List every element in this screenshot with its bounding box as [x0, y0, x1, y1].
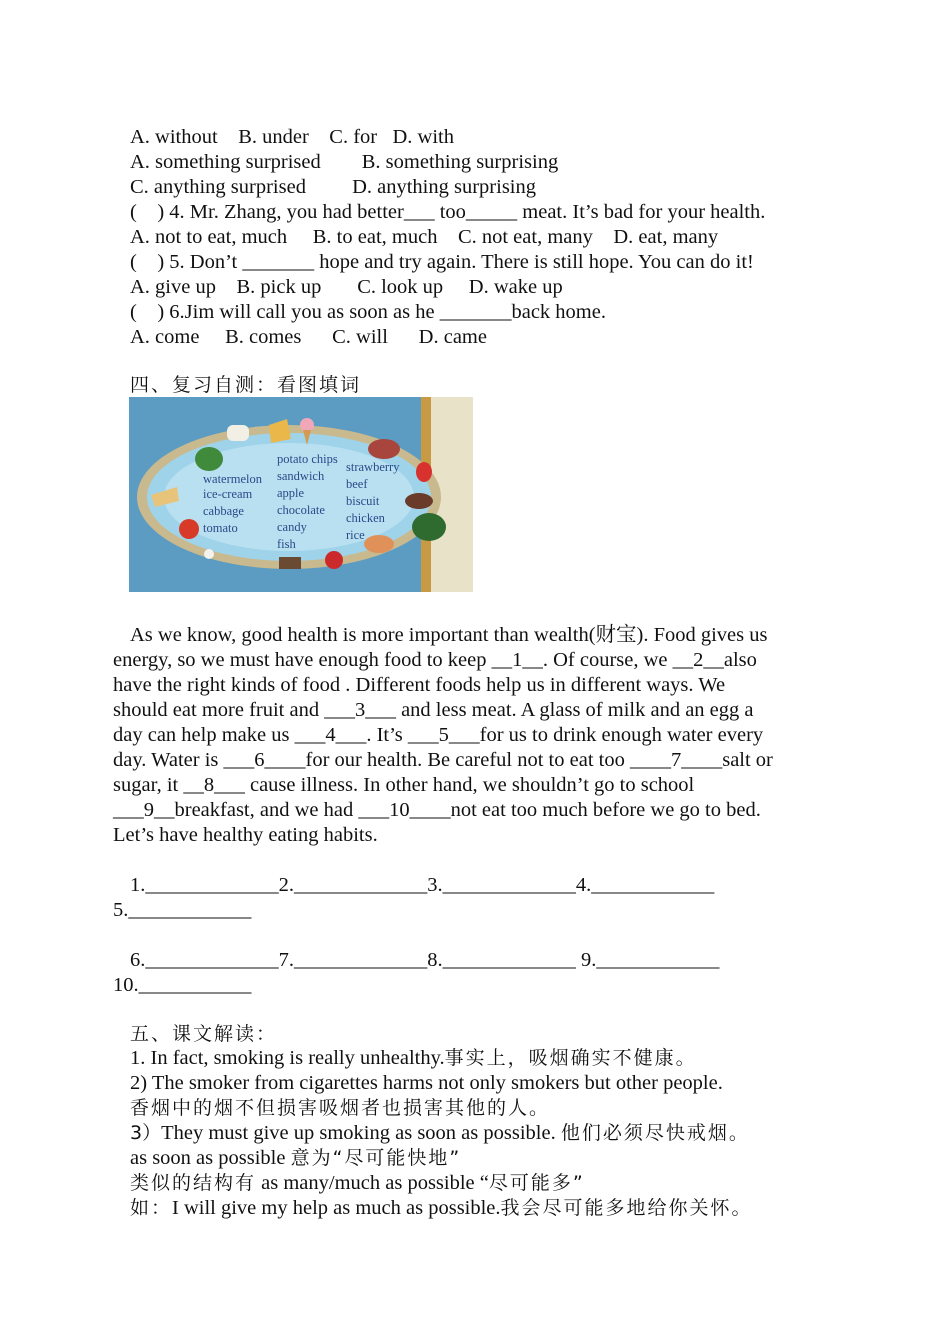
explanation-6-cn-b: 我会尽可能多地给你关怀。 — [500, 1197, 753, 1219]
food-word-beef: beef — [346, 477, 368, 491]
explanation-5-cn-b: 尽可能多” — [488, 1172, 585, 1194]
food-word-tomato: tomato — [203, 521, 238, 535]
food-word-candy: candy — [277, 520, 307, 534]
food-word-potato-chips: potato chips — [277, 452, 338, 466]
q3-options-b: C. anything surprised D. anything surprising — [130, 176, 536, 198]
passage-line: day. Water is ___6____for our health. Be careful not to eat too ____7____salt or — [113, 749, 773, 771]
watermelon-icon — [412, 513, 446, 541]
explanation-1-en: 1. In fact, smoking is really unhealthy. — [130, 1047, 445, 1069]
food-plate-image — [129, 397, 473, 592]
cabbage-icon — [195, 447, 223, 471]
food-word-sandwich: sandwich — [277, 469, 325, 483]
q5-options: A. give up B. pick up C. look up D. wake up — [130, 276, 563, 298]
passage-line: As we know, good health is more important than wealth(财宝). Food gives us — [130, 624, 768, 646]
apple-icon — [325, 551, 343, 569]
answer-blanks-row[interactable]: 1._____________2._____________3._____________4.____________ — [130, 874, 715, 896]
explanation-line-5 — [130, 1171, 585, 1196]
food-word-chocolate: chocolate — [277, 503, 325, 517]
explanation-line-3 — [130, 1121, 750, 1146]
question-4: ( ) 4. Mr. Zhang, you had better___ too_____ meat. It’s bad for your health. — [130, 201, 766, 223]
ice-cream-icon — [300, 418, 314, 432]
rice-bowl-icon — [227, 425, 249, 441]
answer-blanks-row[interactable]: 10.___________ — [113, 974, 252, 996]
food-word-rice: rice — [346, 528, 365, 542]
question-5: ( ) 5. Don’t _______ hope and try again. There is still hope. You can do it! — [130, 251, 754, 273]
passage-line: Let’s have healthy eating habits. — [113, 824, 378, 846]
food-word-biscuit: biscuit — [346, 494, 380, 508]
explanation-line-4 — [130, 1146, 461, 1171]
q3-options-a: A. something surprised B. something surprising — [130, 151, 559, 173]
strawberry-icon — [416, 462, 432, 482]
food-word-strawberry: strawberry — [346, 460, 400, 474]
explanation-6-en: I will give my help as much as possible. — [172, 1197, 501, 1219]
explanation-line-6 — [130, 1196, 753, 1221]
explanation-4-en: as soon as possible — [130, 1147, 291, 1169]
answer-blanks-row[interactable]: 5.____________ — [113, 899, 252, 921]
explanation-3-cn: 他们必须尽快戒烟。 — [560, 1122, 750, 1144]
food-word-watermelon: watermelon — [203, 472, 263, 486]
explanation-3-en: They must give up smoking as soon as possible. — [161, 1122, 561, 1144]
q4-options: A. not to eat, much B. to eat, much C. not eat, many D. eat, many — [130, 226, 719, 248]
explanation-5-cn-a: 类似的结构有 — [130, 1172, 257, 1194]
passage-line: sugar, it __8___ cause illness. In other hand, we shouldn’t go to school — [113, 774, 695, 796]
explanation-1-cn: 事实上，吸烟确实不健康。 — [444, 1047, 697, 1069]
section-4-heading: 四、复习自测：看图填词 — [130, 374, 362, 396]
explanation-4-cn: 意为“尽可能快地” — [290, 1147, 462, 1169]
fish-plate-icon — [364, 535, 394, 553]
food-word-chicken: chicken — [346, 511, 385, 525]
food-word-fish: fish — [277, 537, 296, 551]
explanation-line-2: 2) The smoker from cigarettes harms not only smokers but other people. — [130, 1072, 723, 1094]
explanation-5-en: as many/much as possible “ — [256, 1172, 489, 1194]
answer-blanks-row[interactable]: 6._____________7._____________8._____________ 9.____________ — [130, 949, 720, 971]
passage-line: have the right kinds of food . Different foods help us in different ways. We — [113, 674, 726, 696]
beef-icon — [368, 439, 400, 459]
passage-line: day can help make us ___4___. It’s ___5___for us to drink enough water every — [113, 724, 764, 746]
food-word-ice-cream: ice-cream — [203, 487, 253, 501]
chocolate-icon — [279, 557, 301, 569]
explanation-line-1 — [130, 1046, 697, 1071]
food-word-apple: apple — [277, 486, 305, 500]
section-5-heading: 五、课文解读： — [130, 1023, 278, 1045]
explanation-6-cn-a: 如： — [130, 1197, 173, 1219]
passage-line: energy, so we must have enough food to keep __1__. Of course, we __2__also — [113, 649, 757, 671]
question-6: ( ) 6.Jim will call you as soon as he _______back home. — [130, 301, 606, 323]
explanation-line-2-cn: 香烟中的烟不但损害吸烟者也损害其他的人。 — [130, 1097, 551, 1119]
passage-line: ___9__breakfast, and we had ___10____not eat too much before we go to bed. — [113, 799, 761, 821]
chicken-icon — [405, 493, 433, 509]
q6-options: A. come B. comes C. will D. came — [130, 326, 487, 348]
food-word-cabbage: cabbage — [203, 504, 244, 518]
food-plate-illustration — [129, 397, 473, 592]
explanation-3-prefix: 3） — [130, 1122, 162, 1144]
passage-line: should eat more fruit and ___3___ and less meat. A glass of milk and an egg a — [113, 699, 754, 721]
tomato-icon — [179, 519, 199, 539]
q2-options: A. without B. under C. for D. with — [130, 126, 454, 148]
